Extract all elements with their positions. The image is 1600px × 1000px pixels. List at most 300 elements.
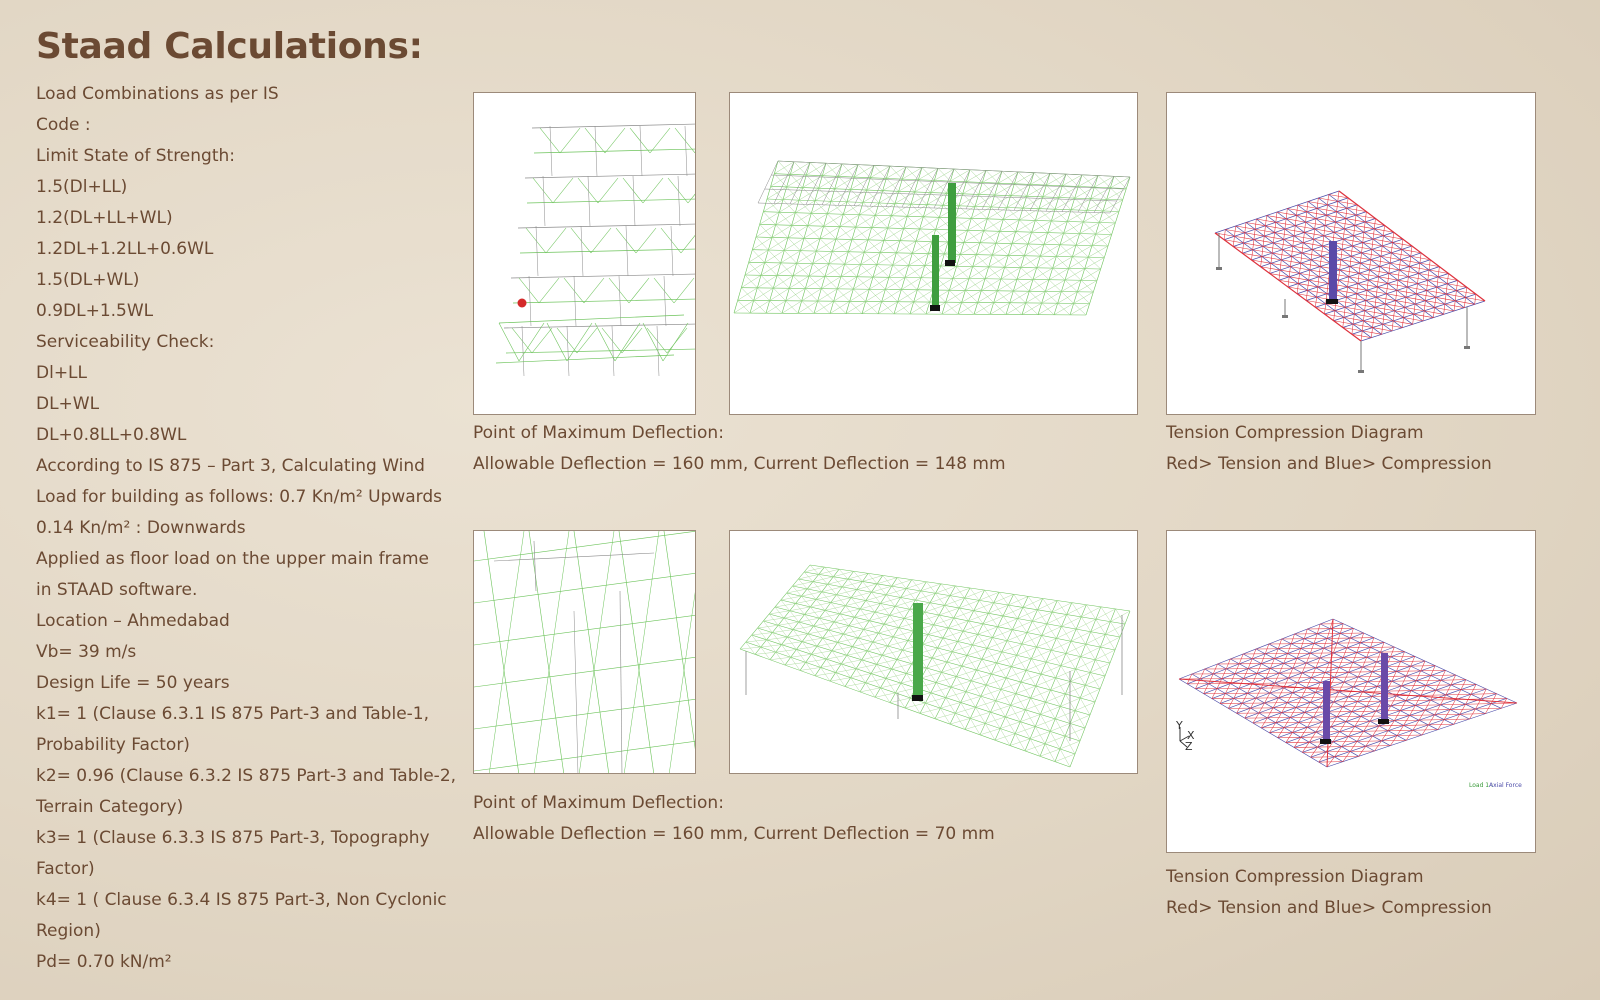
frame-diagonal bbox=[1435, 714, 1460, 715]
frame-diagonal bbox=[863, 575, 883, 581]
frame-diagonal bbox=[930, 596, 950, 603]
frame-diagonal bbox=[1373, 736, 1398, 737]
legend-force-label: Axial Force bbox=[1489, 782, 1522, 789]
frame-diagonal bbox=[882, 650, 902, 655]
max-deflection-point-marker bbox=[518, 299, 527, 308]
calculation-line: Dl+LL bbox=[36, 363, 87, 383]
frame-diagonal bbox=[819, 614, 839, 618]
frame-diagonal bbox=[871, 669, 891, 674]
frame-diagonal bbox=[852, 642, 872, 647]
frame-diagonal bbox=[980, 729, 1000, 735]
frame-diagonal bbox=[1086, 634, 1106, 644]
frame-member bbox=[525, 174, 696, 178]
calculation-line: 1.5(Dl+LL) bbox=[36, 177, 128, 197]
frame-diagonal bbox=[817, 642, 838, 646]
frame-diagonal bbox=[950, 588, 970, 596]
frame-diagonal bbox=[851, 674, 871, 678]
frame-diagonal bbox=[598, 178, 618, 203]
frame-diagonal bbox=[946, 692, 966, 698]
frame-member bbox=[671, 226, 673, 276]
frame-diagonal bbox=[1015, 727, 1035, 734]
frame-diagonal bbox=[1410, 715, 1435, 716]
frame-diagonal bbox=[995, 734, 1015, 741]
support-base bbox=[1216, 267, 1222, 270]
frame-diagonal bbox=[1397, 735, 1422, 736]
frame-diagonal bbox=[650, 128, 670, 153]
frame-member bbox=[474, 573, 696, 603]
frame-diagonal bbox=[778, 622, 799, 625]
frame-diagonal bbox=[1100, 637, 1120, 647]
frame-diagonal bbox=[858, 633, 878, 638]
tension-caption-title-1: Tension Compression Diagram bbox=[1166, 423, 1424, 443]
frame-diagonal bbox=[866, 678, 886, 682]
frame-member bbox=[574, 611, 578, 774]
deflection-caption-values-2: Allowable Deflection = 160 mm, Current Deflection = 70 mm bbox=[473, 824, 995, 844]
frame-member bbox=[771, 175, 1123, 189]
frame-diagonal bbox=[1440, 704, 1465, 705]
calculation-line: Load for building as follows: 0.7 Kn/m² Upwards bbox=[36, 487, 443, 507]
calculation-line: in STAAD software. bbox=[36, 580, 198, 600]
frame-diagonal bbox=[974, 603, 994, 611]
frame-diagonal bbox=[1446, 694, 1471, 695]
frame-diagonal bbox=[574, 531, 609, 774]
frame-diagonal bbox=[845, 683, 866, 687]
frame-diagonal bbox=[836, 669, 857, 673]
legend-load-label: Load 1 : bbox=[1469, 782, 1494, 789]
tension-member bbox=[1339, 191, 1485, 301]
frame-diagonal bbox=[945, 598, 965, 605]
tension-caption-title-2: Tension Compression Diagram bbox=[1166, 867, 1424, 887]
column-1 bbox=[1323, 681, 1330, 741]
column-base-1 bbox=[912, 695, 923, 701]
frame-diagonal bbox=[985, 717, 1005, 724]
frame-diagonal bbox=[823, 634, 843, 638]
frame-diagonal bbox=[1067, 605, 1087, 615]
frame-diagonal bbox=[752, 633, 773, 635]
frame-diagonal bbox=[763, 618, 784, 621]
frame-diagonal bbox=[821, 664, 842, 668]
frame-diagonal bbox=[1419, 720, 1444, 721]
frame-diagonal bbox=[489, 531, 524, 774]
frame-diagonal bbox=[921, 672, 941, 678]
frame-diagonal bbox=[1000, 722, 1020, 729]
frame-diagonal bbox=[1366, 746, 1391, 747]
frame-diagonal bbox=[796, 646, 817, 649]
frame-diagonal bbox=[1012, 621, 1032, 629]
frame-diagonal bbox=[802, 638, 823, 642]
column-1 bbox=[1329, 241, 1337, 301]
frame-diagonal bbox=[1421, 695, 1446, 696]
calculation-line: 1.5(DL+WL) bbox=[36, 270, 140, 290]
detail-frame-drawing-2 bbox=[474, 531, 696, 774]
calculation-line: Factor) bbox=[36, 859, 95, 879]
calculation-line: k1= 1 (Clause 6.3.1 IS 875 Part-3 and Table-1, bbox=[36, 704, 430, 724]
deflection-3d-view-2 bbox=[729, 530, 1138, 774]
frame-diagonal bbox=[998, 619, 1018, 627]
deflection-frame-drawing-1 bbox=[730, 93, 1138, 415]
frame-member bbox=[678, 176, 680, 226]
tension-compression-view-1 bbox=[1166, 92, 1536, 415]
frame-diagonal bbox=[950, 718, 970, 724]
column-base-1 bbox=[945, 260, 955, 266]
calculation-line: Design Life = 50 years bbox=[36, 673, 230, 693]
tension-frame-drawing-1 bbox=[1167, 93, 1536, 415]
frame-diagonal bbox=[1060, 741, 1080, 749]
calculation-line: Location – Ahmedabad bbox=[36, 611, 230, 631]
frame-diagonal bbox=[1441, 680, 1466, 681]
frame-diagonal bbox=[567, 323, 592, 361]
frame-diagonal bbox=[959, 600, 979, 608]
frame-diagonal bbox=[532, 328, 552, 353]
frame-diagonal bbox=[1481, 698, 1507, 699]
frame-diagonal bbox=[1404, 725, 1429, 726]
frame-diagonal bbox=[1385, 715, 1410, 716]
frame-diagonal bbox=[761, 645, 782, 647]
frame-diagonal bbox=[643, 178, 663, 203]
frame-diagonal bbox=[1411, 690, 1436, 691]
frame-diagonal bbox=[1379, 725, 1404, 726]
frame-diagonal bbox=[940, 702, 960, 708]
frame-diagonal bbox=[591, 228, 611, 253]
frame-diagonal bbox=[800, 667, 821, 670]
deflection-frame-drawing-2 bbox=[730, 531, 1138, 774]
frame-diagonal bbox=[1062, 617, 1082, 627]
frame-diagonal bbox=[1381, 740, 1406, 741]
calculation-line: 1.2(DL+LL+WL) bbox=[36, 208, 173, 228]
support-base bbox=[1464, 346, 1470, 349]
frame-diagonal bbox=[1460, 714, 1486, 715]
frame-member bbox=[550, 126, 552, 176]
frame-diagonal bbox=[1401, 685, 1426, 686]
frame-diagonal bbox=[1055, 754, 1075, 762]
frame-diagonal bbox=[1461, 689, 1486, 690]
frame-diagonal bbox=[605, 128, 625, 153]
calculation-line: k2= 0.96 (Clause 6.3.2 IS 875 Part-3 and Table-2, bbox=[36, 766, 457, 786]
frame-member bbox=[685, 126, 687, 176]
calculation-line: k3= 1 (Clause 6.3.3 IS 875 Part-3, Topography bbox=[36, 828, 430, 848]
frame-diagonal bbox=[579, 531, 614, 774]
deflection-caption-title-1: Point of Maximum Deflection: bbox=[473, 423, 724, 443]
deflection-caption-1 bbox=[473, 418, 1006, 480]
calculation-line: Probability Factor) bbox=[36, 735, 190, 755]
frame-diagonal bbox=[790, 607, 811, 611]
frame-member bbox=[626, 226, 628, 276]
frame-diagonal bbox=[856, 664, 876, 668]
frame-diagonal bbox=[560, 128, 580, 153]
axis-label-y: Y bbox=[1176, 719, 1183, 732]
frame-diagonal bbox=[814, 622, 834, 626]
frame-diagonal bbox=[860, 688, 880, 692]
tension-compression-view-2 bbox=[1166, 530, 1536, 853]
frame-diagonal bbox=[862, 655, 882, 660]
calculation-line: Load Combinations as per IS bbox=[36, 84, 279, 104]
frame-diagonal bbox=[1027, 624, 1047, 633]
frame-member bbox=[543, 176, 545, 226]
frame-diagonal bbox=[781, 596, 802, 600]
frame-diagonal bbox=[1030, 731, 1050, 738]
frame-diagonal bbox=[895, 688, 915, 693]
frame-diagonal bbox=[767, 637, 788, 640]
calculation-line: 0.9DL+1.5WL bbox=[36, 301, 154, 321]
frame-diagonal bbox=[695, 128, 696, 153]
column-base-1 bbox=[1326, 299, 1338, 304]
frame-diagonal bbox=[1428, 724, 1453, 725]
frame-diagonal bbox=[1471, 694, 1497, 695]
frame-diagonal bbox=[1052, 603, 1072, 613]
frame-diagonal bbox=[808, 630, 829, 634]
frame-diagonal bbox=[758, 625, 779, 628]
frame-diagonal bbox=[847, 651, 867, 655]
frame-diagonal bbox=[534, 531, 569, 774]
frame-diagonal bbox=[484, 531, 519, 774]
frame-diagonal bbox=[1018, 610, 1038, 619]
frame-diagonal bbox=[843, 629, 863, 634]
frame-diagonal bbox=[892, 580, 912, 587]
frame-diagonal bbox=[775, 603, 796, 607]
frame-member bbox=[496, 355, 674, 363]
frame-diagonal bbox=[1023, 598, 1043, 607]
frame-diagonal bbox=[901, 591, 921, 598]
frame-diagonal bbox=[886, 673, 906, 678]
frame-diagonal bbox=[622, 328, 642, 353]
frame-diagonal bbox=[787, 634, 808, 637]
frame-diagonal bbox=[815, 673, 836, 676]
calculation-line: Vb= 39 m/s bbox=[36, 642, 137, 662]
calculation-line: DL+WL bbox=[36, 394, 100, 414]
frame-diagonal bbox=[890, 698, 910, 703]
frame-diagonal bbox=[877, 659, 897, 664]
frame-diagonal bbox=[669, 531, 696, 774]
frame-diagonal bbox=[663, 323, 688, 361]
column-base-2 bbox=[930, 305, 940, 311]
frame-diagonal bbox=[994, 594, 1014, 602]
frame-diagonal bbox=[1091, 622, 1111, 632]
frame-diagonal bbox=[784, 614, 805, 618]
frame-diagonal bbox=[1032, 612, 1052, 621]
frame-diagonal bbox=[547, 323, 567, 361]
support-base bbox=[1282, 315, 1288, 318]
frame-member bbox=[494, 553, 654, 561]
frame-diagonal bbox=[1406, 700, 1431, 701]
frame-diagonal bbox=[1431, 700, 1456, 701]
frame-member bbox=[474, 741, 696, 771]
frame-diagonal bbox=[1425, 710, 1450, 711]
frame-member bbox=[640, 126, 642, 176]
frame-diagonal bbox=[925, 698, 945, 703]
frame-member bbox=[581, 226, 583, 276]
frame-diagonal bbox=[1475, 708, 1501, 709]
frame-diagonal bbox=[921, 584, 941, 591]
frame-diagonal bbox=[624, 531, 659, 774]
frame-member bbox=[574, 276, 576, 326]
tension-caption-legend-2: Red> Tension and Blue> Compression bbox=[1166, 898, 1492, 918]
frame-diagonal bbox=[1110, 611, 1130, 622]
deflection-caption-2 bbox=[473, 788, 995, 850]
frame-diagonal bbox=[1008, 596, 1028, 605]
frame-diagonal bbox=[1010, 739, 1030, 746]
frame-diagonal bbox=[979, 592, 999, 600]
frame-diagonal bbox=[793, 626, 814, 630]
axis-triad-icon bbox=[1175, 719, 1195, 753]
frame-diagonal bbox=[1426, 685, 1451, 686]
frame-diagonal bbox=[1451, 684, 1476, 685]
tension-caption-2 bbox=[1166, 862, 1492, 924]
calculation-line: DL+0.8LL+0.8WL bbox=[36, 425, 187, 445]
frame-member bbox=[474, 615, 696, 645]
frame-diagonal bbox=[1040, 749, 1060, 756]
frame-diagonal bbox=[1413, 730, 1438, 731]
tension-caption-legend-1: Red> Tension and Blue> Compression bbox=[1166, 454, 1492, 474]
frame-member bbox=[529, 276, 531, 326]
frame-member bbox=[620, 591, 622, 774]
frame-diagonal bbox=[770, 657, 791, 659]
tension-frame-drawing-2 bbox=[1167, 531, 1536, 853]
frame-diagonal bbox=[746, 640, 767, 642]
frame-diagonal bbox=[841, 660, 861, 664]
frame-diagonal bbox=[1081, 607, 1101, 617]
frame-diagonal bbox=[643, 323, 663, 361]
frame-diagonal bbox=[828, 626, 848, 630]
frame-member bbox=[778, 161, 1130, 177]
calculation-line: Terrain Category) bbox=[36, 797, 184, 817]
calculation-line: Region) bbox=[36, 921, 101, 941]
frame-diagonal bbox=[1096, 609, 1116, 619]
frame-diagonal bbox=[1003, 607, 1023, 615]
frame-diagonal bbox=[832, 647, 852, 651]
frame-diagonal bbox=[920, 708, 940, 713]
frame-member bbox=[758, 161, 778, 203]
deflection-3d-view-1 bbox=[729, 92, 1138, 415]
deflection-caption-values-1: Allowable Deflection = 160 mm, Current Deflection = 148 mm bbox=[473, 454, 1006, 474]
column-base-1 bbox=[1320, 739, 1331, 744]
calculation-line: Limit State of Strength: bbox=[36, 146, 236, 166]
frame-diagonal bbox=[1076, 619, 1096, 629]
frame-diagonal bbox=[1466, 704, 1492, 705]
calculation-line: k4= 1 ( Clause 6.3.4 IS 875 Part-3, Non Cyclonic bbox=[36, 890, 447, 910]
frame-diagonal bbox=[1005, 710, 1025, 717]
deflection-caption-title-2: Point of Maximum Deflection: bbox=[473, 793, 724, 813]
frame-diagonal bbox=[867, 646, 887, 651]
frame-member bbox=[522, 326, 524, 376]
frame-diagonal bbox=[539, 278, 559, 303]
frame-diagonal bbox=[1406, 676, 1431, 677]
calculation-line: Pd= 0.70 kN/m² bbox=[36, 952, 172, 972]
frame-diagonal bbox=[546, 228, 566, 253]
frame-diagonal bbox=[848, 573, 868, 579]
frame-diagonal bbox=[875, 693, 895, 697]
frame-diagonal bbox=[1047, 615, 1067, 624]
frame-diagonal bbox=[970, 712, 990, 718]
calculation-line: Serviceability Check: bbox=[36, 332, 215, 352]
frame-diagonal bbox=[880, 683, 900, 688]
frame-diagonal bbox=[1431, 675, 1456, 676]
detail-frame-drawing-1 bbox=[474, 93, 696, 415]
frame-member bbox=[567, 326, 569, 376]
frame-diagonal bbox=[935, 713, 955, 718]
frame-diagonal bbox=[990, 705, 1010, 712]
frame-diagonal bbox=[772, 630, 793, 633]
frame-diagonal bbox=[915, 593, 935, 600]
frame-diagonal bbox=[629, 278, 649, 303]
frame-diagonal bbox=[877, 578, 897, 584]
frame-member bbox=[474, 699, 696, 729]
support-base bbox=[1358, 370, 1364, 373]
frame-diagonal bbox=[1071, 632, 1091, 642]
frame-diagonal bbox=[755, 652, 776, 654]
frame-diagonal bbox=[1444, 719, 1469, 720]
frame-diagonal bbox=[799, 618, 820, 622]
calculation-line: 1.2DL+1.2LL+0.6WL bbox=[36, 239, 214, 259]
calculation-line: Applied as floor load on the upper main frame bbox=[36, 549, 430, 569]
frame-diagonal bbox=[584, 278, 604, 303]
frame-diagonal bbox=[1056, 629, 1076, 638]
calculation-notes bbox=[36, 79, 456, 978]
calculation-line: 0.14 Kn/m² : Downwards bbox=[36, 518, 246, 538]
frame-diagonal bbox=[965, 590, 985, 598]
frame-diagonal bbox=[988, 605, 1008, 613]
frame-diagonal bbox=[906, 582, 926, 589]
column-2 bbox=[1381, 653, 1388, 721]
frame-diagonal bbox=[1025, 744, 1045, 751]
frame-member bbox=[633, 176, 635, 226]
frame-diagonal bbox=[1416, 680, 1441, 681]
frame-diagonal bbox=[838, 638, 858, 642]
frame-diagonal bbox=[553, 178, 573, 203]
axis-label-x: X bbox=[1187, 729, 1195, 742]
frame-diagonal bbox=[811, 651, 832, 655]
column-2 bbox=[932, 235, 939, 307]
frame-member bbox=[595, 126, 597, 176]
frame-diagonal bbox=[1415, 705, 1440, 706]
frame-member bbox=[664, 276, 666, 326]
frame-diagonal bbox=[791, 654, 812, 657]
frame-diagonal bbox=[1411, 666, 1436, 667]
frame-diagonal bbox=[961, 696, 981, 702]
frame-diagonal bbox=[1400, 710, 1425, 711]
frame-member bbox=[499, 315, 684, 323]
tension-caption-1 bbox=[1166, 418, 1492, 480]
frame-diagonal bbox=[769, 611, 790, 614]
frame-diagonal bbox=[577, 328, 597, 353]
frame-diagonal bbox=[806, 659, 827, 662]
calculation-line: According to IS 875 – Part 3, Calculating Wind bbox=[36, 456, 425, 476]
frame-diagonal bbox=[1388, 730, 1413, 731]
frame-diagonal bbox=[826, 655, 847, 659]
column-base-2 bbox=[1378, 719, 1389, 724]
frame-diagonal bbox=[782, 642, 803, 645]
frame-diagonal bbox=[636, 228, 656, 253]
frame-diagonal bbox=[891, 664, 911, 669]
frame-member bbox=[532, 124, 696, 128]
frame-member bbox=[511, 274, 696, 278]
deflection-detail-view-1 bbox=[473, 92, 696, 415]
frame-diagonal bbox=[931, 687, 951, 693]
frame-diagonal bbox=[664, 531, 696, 774]
frame-diagonal bbox=[833, 571, 853, 576]
tension-member bbox=[1179, 679, 1517, 703]
frame-member bbox=[536, 226, 538, 276]
frame-diagonal bbox=[615, 323, 640, 361]
frame-diagonal bbox=[529, 531, 564, 774]
frame-diagonal bbox=[830, 678, 851, 682]
column-1 bbox=[948, 183, 956, 263]
frame-diagonal bbox=[955, 707, 975, 713]
frame-diagonal bbox=[935, 586, 955, 593]
frame-member bbox=[504, 324, 696, 328]
frame-diagonal bbox=[1038, 601, 1058, 610]
frame-diagonal bbox=[776, 649, 797, 652]
frame-diagonal bbox=[1450, 709, 1475, 710]
